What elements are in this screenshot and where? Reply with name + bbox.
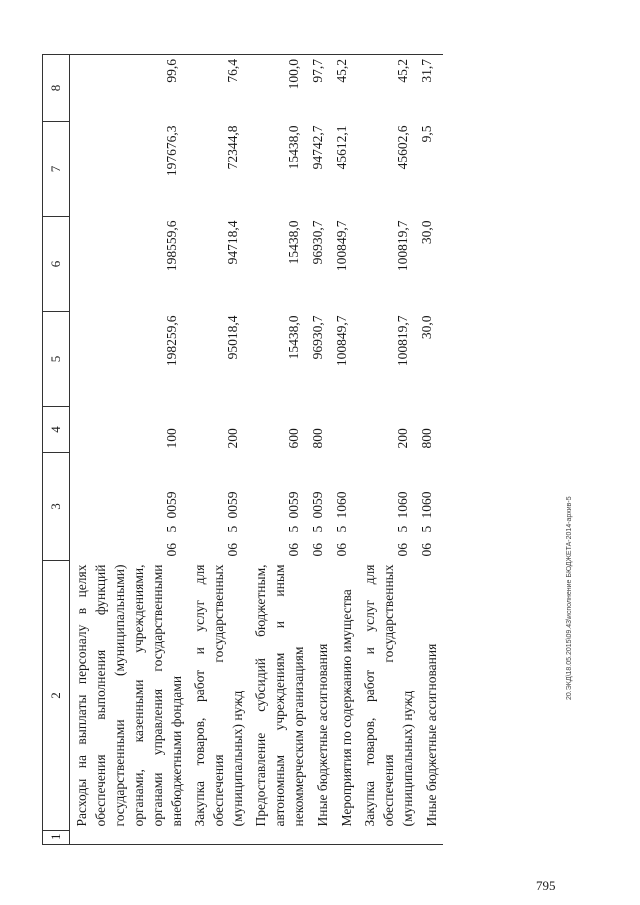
row-index-cell	[310, 831, 334, 845]
code-section: 06	[334, 543, 349, 557]
row-value-col5: 30,0	[419, 315, 434, 340]
row-value-col6: 100849,7	[334, 220, 349, 272]
code-program: 5	[310, 525, 325, 533]
row-value-col6: 198559,6	[164, 220, 179, 272]
code-item: 1060	[419, 491, 434, 519]
row-codes	[419, 453, 443, 561]
code-section: 06	[310, 543, 325, 557]
row-value-col6: 30,0	[419, 220, 434, 245]
row-value-col8: 76,4	[188, 55, 249, 122]
code-program: 5	[334, 525, 349, 533]
row-expense-type: 100	[164, 428, 179, 449]
row-value-col8: 45,2	[334, 55, 358, 122]
row-value-col7: 45602,6	[395, 125, 410, 170]
code-item: 1060	[395, 491, 410, 519]
row-value-col7: 9,5	[419, 125, 434, 143]
row-value-col8: 100,0	[249, 55, 310, 122]
code-item: 0059	[310, 491, 325, 519]
row-description: Мероприятия по содержанию имущества	[339, 589, 354, 827]
table-row	[188, 55, 249, 845]
code-program: 5	[286, 525, 301, 533]
code-program: 5	[419, 525, 434, 533]
row-value-col5: 198259,6	[164, 315, 179, 367]
code-item: 0059	[225, 491, 240, 519]
code-section: 06	[164, 543, 179, 557]
row-expense-type: 800	[419, 428, 434, 449]
column-header: 7	[43, 122, 70, 217]
row-value-col7: 72344,8	[225, 125, 240, 170]
row-value-col6: 96930,7	[310, 220, 325, 265]
row-description: Предоставление субсидий бюджетным, автономным учреждениям и иным некоммерческим организациям	[253, 564, 306, 827]
row-index-cell	[358, 831, 419, 845]
table-row	[334, 55, 358, 845]
column-header: 8	[43, 55, 70, 122]
row-expense-type: 200	[225, 428, 240, 449]
row-description: Расходы на выплаты персоналу в целях обеспечения выполнения функций государственными (муниципальными) органами, казенными учреждениями, органами управления государственными внебюджетными фондами	[74, 564, 184, 827]
row-value-col8: 99,6	[70, 55, 189, 122]
row-description: Иные бюджетные ассигнования	[424, 643, 439, 827]
table-row	[419, 55, 443, 845]
column-header: 5	[43, 312, 70, 407]
code-section: 06	[286, 543, 301, 557]
rotated-page-content	[42, 55, 532, 845]
code-section: 06	[395, 543, 410, 557]
row-expense-type: 200	[395, 428, 410, 449]
row-value-col7: 45612,1	[334, 125, 349, 170]
column-header: 1	[43, 831, 70, 845]
row-index-cell	[334, 831, 358, 845]
row-value-col7: 15438,0	[286, 125, 301, 170]
code-program: 5	[395, 525, 410, 533]
row-codes	[249, 453, 310, 561]
column-header: 3	[43, 453, 70, 561]
row-codes	[358, 453, 419, 561]
row-value-col8: 97,7	[310, 55, 334, 122]
row-value-col5: 95018,4	[225, 315, 240, 360]
row-value-col7: 94742,7	[310, 125, 325, 170]
code-item: 1060	[334, 491, 349, 519]
row-expense-type: 800	[310, 428, 325, 449]
row-codes	[310, 453, 334, 561]
code-program: 5	[225, 525, 240, 533]
table-row	[310, 55, 334, 845]
row-codes	[70, 453, 189, 561]
row-index-cell	[249, 831, 310, 845]
row-index-cell	[419, 831, 443, 845]
column-header: 4	[43, 407, 70, 453]
row-index-cell	[188, 831, 249, 845]
row-value-col8: 45,2	[358, 55, 419, 122]
row-description: Иные бюджетные ассигнования	[315, 643, 330, 827]
row-description: Закупка товаров, работ и услуг для обеспечения государственных (муниципальных) нужд	[192, 564, 245, 827]
column-header: 6	[43, 217, 70, 312]
file-path-footer: 20.ЭКД\18.05.2015\09.43\исполнение БЮДЖЕТА-2014-архив-5	[566, 496, 573, 700]
code-program: 5	[164, 525, 179, 533]
row-value-col6: 100819,7	[395, 220, 410, 272]
code-section: 06	[225, 543, 240, 557]
code-item: 0059	[286, 491, 301, 519]
row-index-cell	[70, 831, 189, 845]
column-header: 2	[43, 561, 70, 831]
row-expense-type: 600	[286, 428, 301, 449]
row-value-col7: 197676,3	[164, 125, 179, 177]
table-row	[249, 55, 310, 845]
row-value-col5: 100849,7	[334, 315, 349, 367]
row-value-col5: 100819,7	[395, 315, 410, 367]
row-value-col6: 94718,4	[225, 220, 240, 265]
row-description: Закупка товаров, работ и услуг для обеспечения государственных (муниципальных) нужд	[362, 564, 415, 827]
row-codes	[334, 453, 358, 561]
table-row	[70, 55, 189, 845]
row-value-col5: 15438,0	[286, 315, 301, 360]
table-row	[358, 55, 419, 845]
table-header-row	[43, 55, 70, 845]
budget-table	[42, 54, 443, 845]
row-value-col6: 15438,0	[286, 220, 301, 265]
row-expense-type	[334, 407, 358, 453]
code-section: 06	[419, 543, 434, 557]
row-value-col8: 31,7	[419, 55, 443, 122]
row-value-col5: 96930,7	[310, 315, 325, 360]
page-number: 795	[536, 878, 556, 893]
code-item: 0059	[164, 491, 179, 519]
row-codes	[188, 453, 249, 561]
